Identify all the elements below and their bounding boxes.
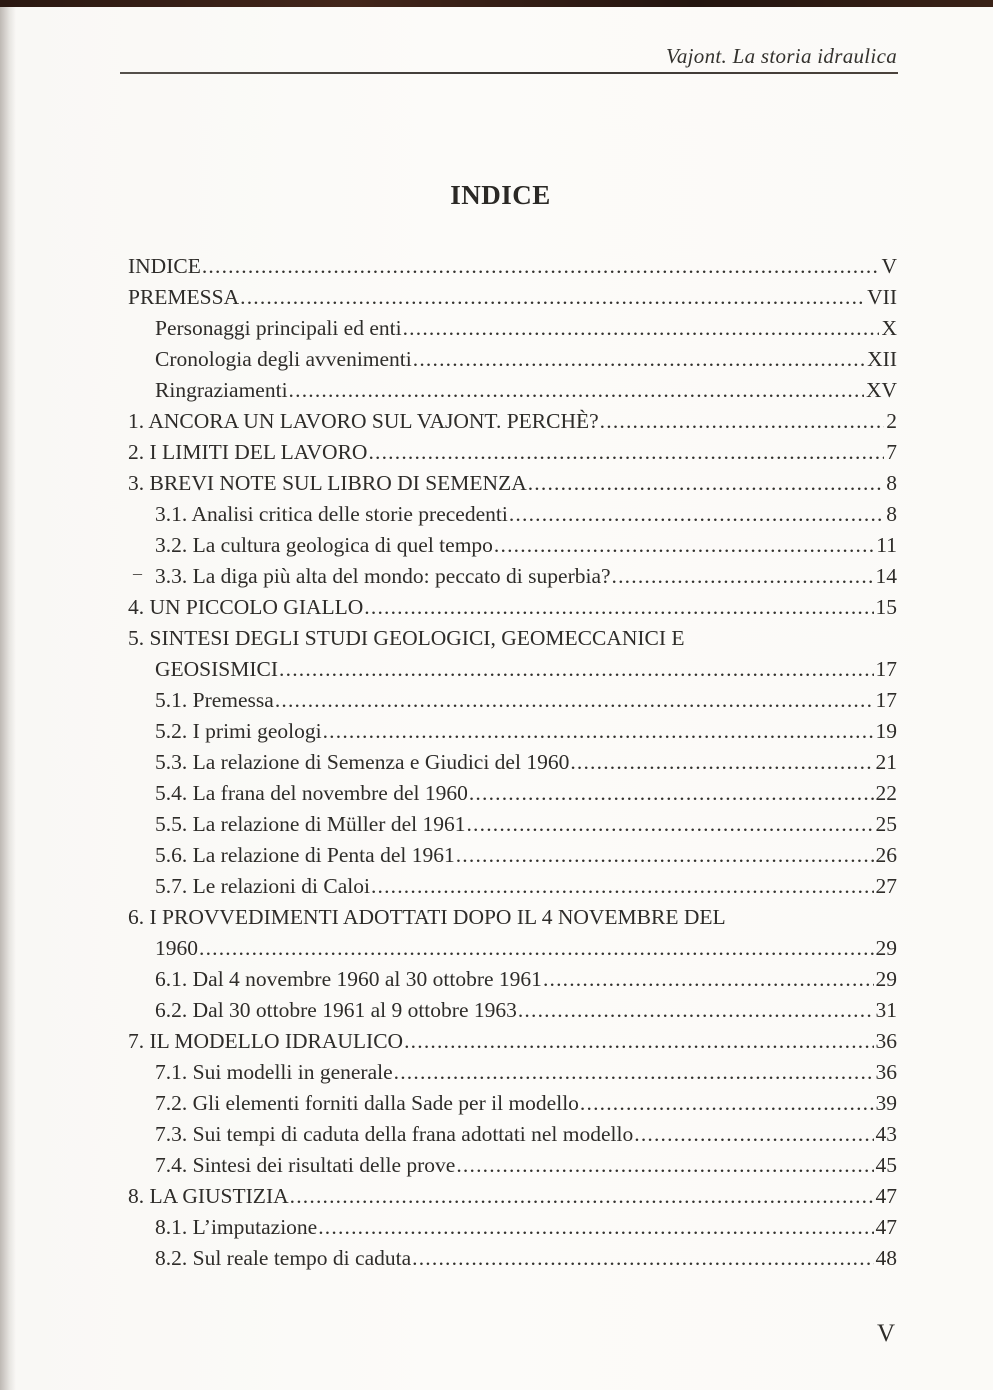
toc-entry-page: 8 — [886, 471, 897, 495]
toc-entry-label: 3.3. La diga più alta del mondo: peccato di superbia? — [155, 564, 611, 588]
toc-entry-label: 7.2. Gli elementi forniti dalla Sade per il modello — [155, 1091, 579, 1115]
header-rule — [120, 72, 898, 74]
toc-leader-dots — [323, 716, 874, 747]
toc-entry-label: 7. IL MODELLO IDRAULICO — [128, 1029, 404, 1053]
toc-leader-dots — [543, 964, 874, 995]
toc-entry-page: 29 — [875, 936, 897, 960]
toc-entry-label: 7.4. Sintesi dei risultati delle prove — [155, 1153, 456, 1177]
toc-entry — [128, 1212, 897, 1243]
toc-entry-page: 11 — [876, 533, 897, 557]
toc-entry-label: INDICE — [128, 254, 201, 278]
toc-entry — [128, 964, 897, 995]
toc-leader-dots — [364, 592, 873, 623]
toc-entry-page: 14 — [875, 564, 897, 588]
toc-entry-label: 3.2. La cultura geologica di quel tempo — [155, 533, 493, 557]
toc-entry-page: 21 — [875, 750, 897, 774]
toc-leader-dots — [240, 282, 865, 313]
toc-entry-page: V — [881, 254, 897, 278]
toc-entry-page: 17 — [875, 657, 897, 681]
toc-entry-label: Personaggi principali ed enti — [155, 316, 402, 340]
toc-entry — [128, 871, 897, 902]
toc-leader-dots — [202, 251, 880, 282]
toc-entry-page: 19 — [875, 719, 897, 743]
toc-entry-page: 25 — [875, 812, 897, 836]
toc-entry — [128, 375, 897, 406]
toc-entry — [128, 561, 897, 592]
toc-entry — [128, 747, 897, 778]
toc-entry — [128, 1026, 897, 1057]
toc-entry-label: Cronologia degli avvenimenti — [155, 347, 412, 371]
toc-leader-dots — [469, 778, 874, 809]
toc-entry-label: 5.2. I primi geologi — [155, 719, 322, 743]
toc-leader-dots — [570, 747, 873, 778]
toc-entry — [128, 685, 897, 716]
toc-entry-label: 5.1. Premessa — [155, 688, 274, 712]
toc-entry — [128, 251, 897, 282]
toc-entry-label: Ringraziamenti — [155, 378, 288, 402]
toc-entry-label: PREMESSA — [128, 285, 240, 309]
toc-entry-page: 48 — [875, 1246, 897, 1270]
toc-leader-dots — [279, 654, 873, 685]
running-header-title: Vajont. La storia idraulica — [666, 44, 897, 68]
toc-entry-page: 47 — [875, 1184, 897, 1208]
toc-leader-dots — [275, 685, 874, 716]
toc-entry-page: 29 — [875, 967, 897, 991]
toc-leader-dots — [634, 1119, 873, 1150]
toc-entry-page: VII — [867, 285, 897, 309]
footer-page-number: V — [876, 1320, 895, 1347]
toc-entry — [128, 809, 897, 840]
toc-leader-dots — [404, 1026, 873, 1057]
toc-entry — [128, 344, 897, 375]
toc-entry-label: 5.7. Le relazioni di Caloi — [155, 874, 370, 898]
toc-entry-label: 4. UN PICCOLO GIALLO — [128, 595, 364, 619]
toc-entry-page: 36 — [875, 1060, 897, 1084]
toc-entry-page: 26 — [875, 843, 897, 867]
toc-entry-page: 15 — [875, 595, 897, 619]
toc-entry-label: 2. I LIMITI DEL LAVORO — [128, 440, 368, 464]
toc-entry — [128, 592, 897, 623]
stray-dash-mark: – — [133, 563, 142, 583]
toc-entry — [128, 995, 897, 1026]
toc-leader-dots — [600, 406, 885, 437]
toc-leader-dots — [318, 1212, 873, 1243]
toc-leader-dots — [403, 313, 880, 344]
toc-entry-label: 6. I PROVVEDIMENTI ADOTTATI DOPO IL 4 NOVEMBRE DEL — [128, 905, 726, 929]
toc-list — [128, 251, 897, 1274]
toc-entry — [128, 530, 897, 561]
toc-leader-dots — [290, 1181, 874, 1212]
toc-entry — [128, 1057, 897, 1088]
toc-entry — [128, 1088, 897, 1119]
toc-entry-page: 27 — [875, 874, 897, 898]
toc-entry-page: 17 — [875, 688, 897, 712]
toc-entry-label: 1. ANCORA UN LAVORO SUL VAJONT. PERCHÈ? — [128, 409, 599, 433]
toc-entry — [128, 437, 897, 468]
toc-entry — [128, 716, 897, 747]
toc-leader-dots — [466, 809, 873, 840]
toc-entry-page: 7 — [886, 440, 897, 464]
toc-entry-label: 5. SINTESI DEGLI STUDI GEOLOGICI, GEOMECCANICI E — [128, 626, 685, 650]
toc-entry-page: 36 — [875, 1029, 897, 1053]
toc-leader-dots — [580, 1088, 874, 1119]
toc-entry-page: 2 — [886, 409, 897, 433]
toc-entry-label: 1960 — [155, 936, 198, 960]
toc-entry — [128, 282, 897, 313]
toc-entry-label: 3.1. Analisi critica delle storie precedenti — [155, 502, 508, 526]
scan-top-edge-strip — [0, 0, 993, 7]
toc-leader-dots — [394, 1057, 874, 1088]
toc-entry-page: 31 — [875, 998, 897, 1022]
page-title: INDICE — [450, 180, 551, 210]
toc-entry-page: XV — [865, 378, 897, 402]
toc-leader-dots — [509, 499, 884, 530]
toc-entry-page: 47 — [875, 1215, 897, 1239]
toc-leader-dots — [368, 437, 884, 468]
toc-entry-label: 6.2. Dal 30 ottobre 1961 al 9 ottobre 1963 — [155, 998, 517, 1022]
toc-leader-dots — [528, 468, 885, 499]
toc-entry-page: XII — [867, 347, 897, 371]
toc-entry-page: 22 — [875, 781, 897, 805]
toc-entry-label: 7.1. Sui modelli in generale — [155, 1060, 393, 1084]
toc-entry-label: 7.3. Sui tempi di caduta della frana adottati nel modello — [155, 1122, 634, 1146]
toc-entry — [128, 1181, 897, 1212]
toc-entry — [128, 313, 897, 344]
toc-entry — [128, 406, 897, 437]
toc-leader-dots — [612, 561, 874, 592]
toc-entry — [128, 1243, 897, 1274]
toc-entry — [128, 778, 897, 809]
toc-entry-page: 8 — [886, 502, 897, 526]
toc-entry — [128, 654, 897, 685]
toc-entry-label: 8.1. L’imputazione — [155, 1215, 318, 1239]
toc-entry — [128, 1119, 897, 1150]
toc-entry — [128, 468, 897, 499]
toc-entry — [128, 933, 897, 964]
toc-leader-dots — [518, 995, 874, 1026]
toc-leader-dots — [494, 530, 874, 561]
toc-entry-label: GEOSISMICI — [155, 657, 279, 681]
toc-entry-label: 5.6. La relazione di Penta del 1961 — [155, 843, 455, 867]
toc-entry-label: 8. LA GIUSTIZIA — [128, 1184, 289, 1208]
toc-entry-label: 5.4. La frana del novembre del 1960 — [155, 781, 468, 805]
toc-entry — [128, 840, 897, 871]
toc-entry-label: 6.1. Dal 4 novembre 1960 al 30 ottobre 1961 — [155, 967, 542, 991]
toc-leader-dots — [199, 933, 874, 964]
toc-leader-dots — [456, 1150, 873, 1181]
toc-entry — [128, 499, 897, 530]
toc-entry-page: 43 — [875, 1122, 897, 1146]
toc-entry-page: 45 — [875, 1153, 897, 1177]
toc-entry-label: 3. BREVI NOTE SUL LIBRO DI SEMENZA — [128, 471, 527, 495]
toc-leader-dots — [289, 375, 864, 406]
toc-leader-dots — [371, 871, 874, 902]
toc-entry-label: 5.3. La relazione di Semenza e Giudici del 1960 — [155, 750, 570, 774]
toc-entry — [128, 623, 897, 654]
toc-entry — [128, 1150, 897, 1181]
toc-leader-dots — [456, 840, 874, 871]
toc-entry-page: X — [881, 316, 897, 340]
toc-entry — [128, 902, 897, 933]
scan-left-edge-shadow — [0, 7, 16, 1390]
toc-entry-page: 39 — [875, 1091, 897, 1115]
toc-entry-label: 5.5. La relazione di Müller del 1961 — [155, 812, 466, 836]
toc-entry-label: 8.2. Sul reale tempo di caduta — [155, 1246, 412, 1270]
toc-leader-dots — [413, 344, 865, 375]
toc-leader-dots — [412, 1243, 873, 1274]
